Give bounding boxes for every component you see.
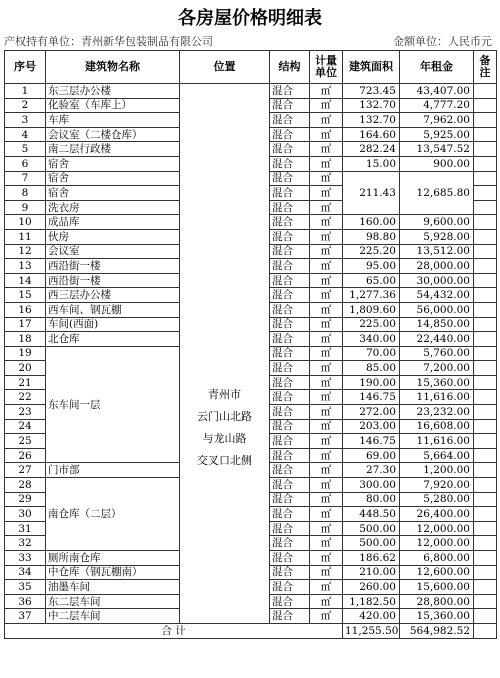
row-structure: 混合	[270, 521, 310, 536]
row-rent: 5,925.00	[400, 127, 474, 142]
row-name: 宿舍	[46, 156, 180, 171]
row-note	[474, 229, 497, 244]
row-note	[474, 127, 497, 142]
row-note	[474, 419, 497, 434]
row-note	[474, 200, 497, 215]
row-structure: 混合	[270, 98, 310, 113]
row-name: 成品库	[46, 215, 180, 230]
row-no: 24	[5, 419, 46, 434]
row-rent: 43,407.00	[400, 84, 474, 99]
row-rent: 9,600.00	[400, 215, 474, 230]
row-note	[474, 142, 497, 157]
row-no: 32	[5, 536, 46, 551]
row-structure: 混合	[270, 507, 310, 522]
total-rent: 564,982.52	[400, 623, 474, 638]
row-name: 厕所南仓库	[46, 551, 180, 566]
row-unit: ㎡	[310, 273, 343, 288]
row-structure: 混合	[270, 594, 310, 609]
row-name: 会议室（二楼仓库）	[46, 127, 180, 142]
row-unit: ㎡	[310, 127, 343, 142]
row-area: 1,809.60	[343, 302, 400, 317]
row-structure: 混合	[270, 346, 310, 361]
row-no: 33	[5, 551, 46, 566]
row-rent: 5,760.00	[400, 346, 474, 361]
row-area: 203.00	[343, 419, 400, 434]
row-structure: 混合	[270, 84, 310, 99]
header-area: 建筑面积	[343, 51, 400, 84]
row-unit: ㎡	[310, 171, 343, 186]
row-structure: 混合	[270, 448, 310, 463]
row-unit: ㎡	[310, 551, 343, 566]
row-area: 146.75	[343, 434, 400, 449]
row-no: 22	[5, 390, 46, 405]
row-note	[474, 156, 497, 171]
row-unit: ㎡	[310, 200, 343, 215]
row-no: 12	[5, 244, 46, 259]
row-no: 11	[5, 229, 46, 244]
row-area: 69.00	[343, 448, 400, 463]
header-structure: 结构	[270, 51, 310, 84]
row-area: 272.00	[343, 405, 400, 420]
row-note	[474, 346, 497, 361]
row-rent: 11,616.00	[400, 390, 474, 405]
row-area: 448.50	[343, 507, 400, 522]
row-name: 车库	[46, 113, 180, 128]
row-rent: 4,777.20	[400, 98, 474, 113]
row-area: 70.00	[343, 346, 400, 361]
row-rent: 13,512.00	[400, 244, 474, 259]
row-name: 化验室（车库上）	[46, 98, 180, 113]
row-area: 80.00	[343, 492, 400, 507]
row-no: 26	[5, 448, 46, 463]
row-rent: 28,000.00	[400, 259, 474, 274]
row-unit: ㎡	[310, 142, 343, 157]
row-area: 132.70	[343, 98, 400, 113]
row-rent: 7,962.00	[400, 113, 474, 128]
location-line: 云门山北路	[197, 410, 252, 424]
row-rent: 5,664.00	[400, 448, 474, 463]
header-name: 建筑物名称	[46, 51, 180, 84]
row-area: 420.00	[343, 609, 400, 624]
row-area: 98.80	[343, 229, 400, 244]
row-note	[474, 317, 497, 332]
row-note	[474, 551, 497, 566]
row-no: 13	[5, 259, 46, 274]
header-rent: 年租金	[400, 51, 474, 84]
row-area: 65.00	[343, 273, 400, 288]
row-note	[474, 361, 497, 376]
row-note	[474, 259, 497, 274]
header-unit: 计量单位	[310, 51, 343, 84]
row-unit: ㎡	[310, 609, 343, 624]
row-name: 西车间、钢瓦棚	[46, 302, 180, 317]
row-structure: 混合	[270, 200, 310, 215]
row-no: 4	[5, 127, 46, 142]
row-rent: 900.00	[400, 156, 474, 171]
row-rent: 15,360.00	[400, 375, 474, 390]
row-rent: 14,850.00	[400, 317, 474, 332]
row-name: 东车间一层	[46, 346, 180, 463]
row-area: 164.60	[343, 127, 400, 142]
row-structure: 混合	[270, 273, 310, 288]
row-name: 中仓库（钢瓦棚南）	[46, 565, 180, 580]
row-area: 225.00	[343, 317, 400, 332]
row-no: 35	[5, 580, 46, 595]
row-name: 东二层车间	[46, 594, 180, 609]
row-name: 南二层行政楼	[46, 142, 180, 157]
row-structure: 混合	[270, 361, 310, 376]
row-structure: 混合	[270, 565, 310, 580]
row-area: 132.70	[343, 113, 400, 128]
row-no: 1	[5, 84, 46, 99]
total-row	[5, 623, 497, 638]
row-structure: 混合	[270, 580, 310, 595]
row-note	[474, 332, 497, 347]
currency-label: 金额单位：人民币元	[393, 35, 492, 48]
row-rent: 12,000.00	[400, 521, 474, 536]
row-unit: ㎡	[310, 84, 343, 99]
row-no: 14	[5, 273, 46, 288]
row-structure: 混合	[270, 536, 310, 551]
row-note	[474, 521, 497, 536]
row-no: 27	[5, 463, 46, 478]
row-structure: 混合	[270, 259, 310, 274]
row-rent: 16,608.00	[400, 419, 474, 434]
header-row	[5, 51, 497, 84]
page-title: 各房屋价格明细表	[178, 8, 322, 29]
row-unit: ㎡	[310, 186, 343, 201]
row-note	[474, 375, 497, 390]
row-name: 门市部	[46, 463, 180, 478]
row-no: 31	[5, 521, 46, 536]
row-unit: ㎡	[310, 259, 343, 274]
row-name: 会议室	[46, 244, 180, 259]
row-no: 21	[5, 375, 46, 390]
row-note	[474, 390, 497, 405]
row-no: 5	[5, 142, 46, 157]
total-note	[474, 623, 497, 638]
row-area: 1,277.36	[343, 288, 400, 303]
row-name: 油墨车间	[46, 580, 180, 595]
row-note	[474, 565, 497, 580]
row-no: 36	[5, 594, 46, 609]
row-area: 340.00	[343, 332, 400, 347]
row-no: 17	[5, 317, 46, 332]
row-unit: ㎡	[310, 113, 343, 128]
header-note: 备注	[474, 51, 497, 84]
row-structure: 混合	[270, 551, 310, 566]
row-no: 25	[5, 434, 46, 449]
row-no: 3	[5, 113, 46, 128]
row-note	[474, 448, 497, 463]
row-unit: ㎡	[310, 448, 343, 463]
row-note	[474, 594, 497, 609]
row-note	[474, 609, 497, 624]
row-unit: ㎡	[310, 332, 343, 347]
row-area: 160.00	[343, 215, 400, 230]
row-unit: ㎡	[310, 580, 343, 595]
row-unit: ㎡	[310, 405, 343, 420]
row-rent: 15,600.00	[400, 580, 474, 595]
table-row	[5, 84, 497, 99]
row-name: 西沿街一楼	[46, 273, 180, 288]
row-rent: 12,600.00	[400, 565, 474, 580]
row-unit: ㎡	[310, 434, 343, 449]
row-no: 30	[5, 507, 46, 522]
row-name: 西三层办公楼	[46, 288, 180, 303]
row-note	[474, 478, 497, 493]
row-note	[474, 463, 497, 478]
row-rent: 5,280.00	[400, 492, 474, 507]
row-rent: 22,440.00	[400, 332, 474, 347]
row-unit: ㎡	[310, 156, 343, 171]
owner-label: 产权持有单位：青州新华包装制品有限公司	[4, 35, 213, 48]
row-name: 宿舍	[46, 186, 180, 201]
row-structure: 混合	[270, 405, 310, 420]
row-unit: ㎡	[310, 346, 343, 361]
row-note	[474, 492, 497, 507]
row-no: 9	[5, 200, 46, 215]
row-unit: ㎡	[310, 478, 343, 493]
header-no: 序号	[5, 51, 46, 84]
row-unit: ㎡	[310, 302, 343, 317]
row-area: 500.00	[343, 536, 400, 551]
row-note	[474, 507, 497, 522]
row-rent: 6,800.00	[400, 551, 474, 566]
row-structure: 混合	[270, 492, 310, 507]
row-rent: 15,360.00	[400, 609, 474, 624]
row-area: 723.45	[343, 84, 400, 99]
row-rent: 5,928.00	[400, 229, 474, 244]
row-unit: ㎡	[310, 463, 343, 478]
row-area: 211.43	[343, 171, 400, 215]
row-unit: ㎡	[310, 288, 343, 303]
row-no: 23	[5, 405, 46, 420]
location-line: 青州市	[208, 388, 241, 402]
row-no: 29	[5, 492, 46, 507]
row-note	[474, 536, 497, 551]
row-no: 10	[5, 215, 46, 230]
row-rent: 1,200.00	[400, 463, 474, 478]
row-no: 34	[5, 565, 46, 580]
row-area: 146.75	[343, 390, 400, 405]
row-area: 15.00	[343, 156, 400, 171]
row-structure: 混合	[270, 463, 310, 478]
row-no: 18	[5, 332, 46, 347]
row-unit: ㎡	[310, 507, 343, 522]
row-rent: 13,547.52	[400, 142, 474, 157]
row-no: 15	[5, 288, 46, 303]
row-rent: 11,616.00	[400, 434, 474, 449]
row-rent: 30,000.00	[400, 273, 474, 288]
row-area: 500.00	[343, 521, 400, 536]
row-structure: 混合	[270, 156, 310, 171]
row-unit: ㎡	[310, 390, 343, 405]
total-area: 11,255.50	[343, 623, 400, 638]
row-structure: 混合	[270, 609, 310, 624]
row-structure: 混合	[270, 375, 310, 390]
row-structure: 混合	[270, 142, 310, 157]
row-note	[474, 580, 497, 595]
row-structure: 混合	[270, 390, 310, 405]
row-no: 16	[5, 302, 46, 317]
header-location: 位置	[180, 51, 270, 84]
row-structure: 混合	[270, 288, 310, 303]
row-structure: 混合	[270, 302, 310, 317]
row-rent: 12,685.80	[400, 171, 474, 215]
row-rent: 12,000.00	[400, 536, 474, 551]
row-unit: ㎡	[310, 375, 343, 390]
row-structure: 混合	[270, 419, 310, 434]
row-note	[474, 98, 497, 113]
row-no: 6	[5, 156, 46, 171]
row-unit: ㎡	[310, 565, 343, 580]
row-area: 210.00	[343, 565, 400, 580]
row-name: 车间(西面)	[46, 317, 180, 332]
row-area: 300.00	[343, 478, 400, 493]
row-rent: 26,400.00	[400, 507, 474, 522]
row-unit: ㎡	[310, 492, 343, 507]
total-label: 合 计	[5, 623, 343, 638]
location-text	[182, 384, 267, 472]
row-area: 95.00	[343, 259, 400, 274]
row-name: 南仓库（二层）	[46, 478, 180, 551]
row-note	[474, 288, 497, 303]
row-structure: 混合	[270, 317, 310, 332]
row-note	[474, 215, 497, 230]
row-unit: ㎡	[310, 317, 343, 332]
row-no: 2	[5, 98, 46, 113]
row-area: 190.00	[343, 375, 400, 390]
row-structure: 混合	[270, 332, 310, 347]
row-name: 北仓库	[46, 332, 180, 347]
row-area: 27.30	[343, 463, 400, 478]
row-note	[474, 186, 497, 201]
row-no: 28	[5, 478, 46, 493]
row-unit: ㎡	[310, 361, 343, 376]
row-no: 19	[5, 346, 46, 361]
row-note	[474, 273, 497, 288]
row-name: 洗衣房	[46, 200, 180, 215]
location-line: 交叉口北侧	[197, 454, 252, 468]
row-area: 282.24	[343, 142, 400, 157]
row-area: 1,182.50	[343, 594, 400, 609]
row-area: 186.62	[343, 551, 400, 566]
row-area: 85.00	[343, 361, 400, 376]
location-line: 与龙山路	[202, 432, 247, 446]
row-name: 中二层车间	[46, 609, 180, 624]
row-name: 宿舍	[46, 171, 180, 186]
row-no: 37	[5, 609, 46, 624]
row-area: 225.20	[343, 244, 400, 259]
row-unit: ㎡	[310, 536, 343, 551]
row-unit: ㎡	[310, 594, 343, 609]
row-structure: 混合	[270, 229, 310, 244]
row-structure: 混合	[270, 186, 310, 201]
row-note	[474, 113, 497, 128]
row-structure: 混合	[270, 171, 310, 186]
row-structure: 混合	[270, 215, 310, 230]
price-detail-table	[4, 50, 497, 639]
location-cell	[180, 84, 270, 624]
row-note	[474, 84, 497, 99]
row-note	[474, 244, 497, 259]
row-note	[474, 171, 497, 186]
row-note	[474, 302, 497, 317]
row-no: 8	[5, 186, 46, 201]
row-no: 7	[5, 171, 46, 186]
row-name: 伙房	[46, 229, 180, 244]
row-area: 260.00	[343, 580, 400, 595]
row-rent: 23,232.00	[400, 405, 474, 420]
row-name: 东三层办公楼	[46, 84, 180, 99]
row-unit: ㎡	[310, 229, 343, 244]
row-structure: 混合	[270, 478, 310, 493]
row-note	[474, 434, 497, 449]
row-unit: ㎡	[310, 215, 343, 230]
row-no: 20	[5, 361, 46, 376]
row-name: 西沿街一楼	[46, 259, 180, 274]
row-structure: 混合	[270, 244, 310, 259]
row-structure: 混合	[270, 127, 310, 142]
row-unit: ㎡	[310, 244, 343, 259]
row-rent: 56,000.00	[400, 302, 474, 317]
row-rent: 7,200.00	[400, 361, 474, 376]
row-rent: 28,800.00	[400, 594, 474, 609]
row-structure: 混合	[270, 434, 310, 449]
row-rent: 54,432.00	[400, 288, 474, 303]
row-unit: ㎡	[310, 98, 343, 113]
row-unit: ㎡	[310, 521, 343, 536]
row-note	[474, 405, 497, 420]
row-unit: ㎡	[310, 419, 343, 434]
row-structure: 混合	[270, 113, 310, 128]
row-rent: 7,920.00	[400, 478, 474, 493]
